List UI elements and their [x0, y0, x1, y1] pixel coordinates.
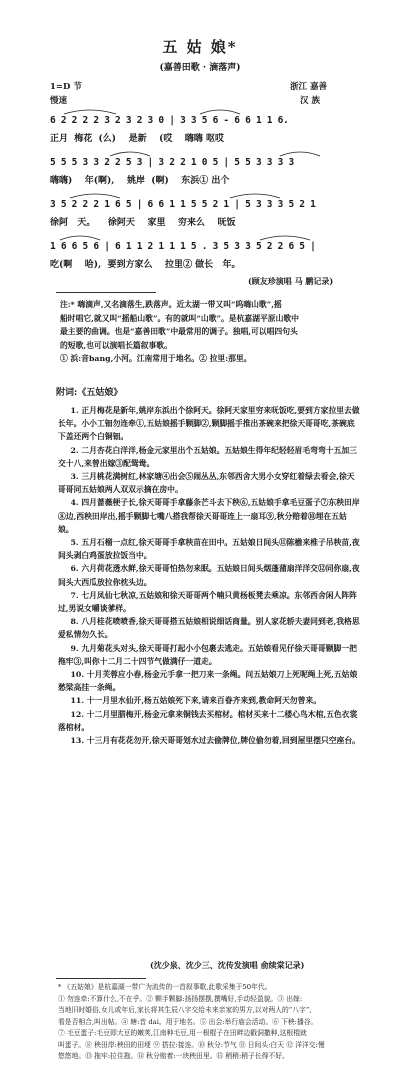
note-line: 船时唱它,就又叫“摇船山歌”。有的就叫“山歌”。是杭嘉湖平原山歌中	[60, 313, 299, 323]
notation-line: 1 6 6 5 6 | 6 1 1 2 1 1 1 5 . 3 5 3 3 5 2 2 6 5 |	[50, 241, 316, 252]
score-line	[50, 190, 350, 232]
lyrics-line: 徐阿 天。 徐阿天 家里 穷来么 呒饭	[50, 218, 236, 228]
stanza: 5. 五月石榴一点红,徐天哥哥手拿秧苗在田中。五姑娘日间头⑪陈檐来椎子吊秧苗,夜间头剥白鸡蛋放拉饭当中。	[58, 538, 360, 561]
key-signature: 1=D 节	[50, 82, 82, 92]
song-title: 五 姑 娘*	[162, 38, 238, 56]
stanza: 12. 十二月里腊梅开,杨金元拿来铜钱去买棺材。棺材买来十二楼心鸟木棺,五色衣裳落棺材。	[58, 709, 358, 732]
stanza: 10. 十月芙蓉应小春,杨金元手拿一把刀来一条绳。问五姑娘刀上死呢绳上死,五姑娘愁梁高挂一条绳。	[58, 670, 358, 693]
stanza: 1. 正月梅花是新年,姚岸东浜出个徐阿天。徐阿天家里穷来呒饭吃,要到方家拉里去做长年。小小工钿勿连牵①,五姑娘摇手颗脚②,颗脚摇手推出茶碗来把徐天哥哥吃,茶碗底下盖还两个白铜钿。	[58, 406, 360, 442]
stanza: 9. 九月菊花头对头,徐天哥哥打起小小包裹去逃走。五姑娘看见仔徐天哥哥颗脚一把拖牢③,叫你十二月二十四节气做满仔一道走。	[58, 643, 357, 666]
notes-block	[60, 298, 360, 366]
stanza: 3. 三月桃花满树红,林家塘④出会⑤闹丛丛,东邻西舍大男小女穿红着绿去看会,徐天哥哥同五姑娘两人双双示摘在房中。	[58, 472, 355, 495]
footnotes-block	[58, 982, 368, 1063]
stanza: 7. 七月凤仙七秋凉,五姑娘和徐天哥哥两个喃只黄杨板凳去乘凉。东邻西舍闲人阵阵过,男说女嚼谈爹样。	[58, 590, 357, 614]
notation-line: 5 5 5 3 3 2 2 5 3 | 3 2 2 1 0 5 | 5 5 3 3 3 3	[50, 157, 294, 168]
footnote-line: 当地旧时婚俗,女儿或年后,家长将其生辰八字交给未来亲家的男方,以对两人的“八字”,	[58, 1006, 312, 1014]
footnote-line: 叫蛋子。⑧ 秧田岸:秧田的田埂 ⑨ 搭拉:接连。⑩ 秋分:节气 ⑪ 日间头:白天 ⑫ 洋洋交:慢	[58, 1040, 325, 1049]
stanza: 2. 二月杏花白洋洋,杨金元家里出个五姑娘。五姑娘生得年纪轻轻眉毛弯弯十五加三交十八,来曾出嫁③配鸳鸯。	[58, 445, 357, 468]
note-line: 的短歌,也可以演唱长篇叙事歌。	[60, 340, 172, 350]
note-line: 最主要的曲调。也是“嘉善田歌”中最常用的调子。独唱,可以唱四句头	[60, 327, 298, 336]
footnote-line: * 《五姑娘》是杭嘉湖一带广为流传的一首叙事歌,此歌采集于50年代。	[58, 983, 272, 991]
tempo-marking: 慢速	[50, 96, 68, 106]
lyrics-line: 吃(啊 哈), 要到方家么 拉里② 做长 年。	[50, 260, 241, 270]
stanza: 8. 八月桂花喷喷香,徐天哥哥搭五姑娘相说细话商量。别人家花轿夫妻同到老,我格思爱私情勿久长。	[58, 617, 360, 640]
appendix-credit: (沈少泉、沈少三、沈传发演唱 俞续棠记录)	[150, 960, 305, 970]
score-line	[50, 106, 350, 148]
lyrics-line: 嗨嗨) 年(啊), 姚岸 (啊) 东浜① 出个	[50, 176, 230, 186]
stanza: 4. 四月蔷薇梗子长,徐天哥哥手拿藤条芒斗去下秧⑥,五姑娘手拿毛豆蛋子⑦东秧田岸⑧边,西秧田岸出,摇手颗脚七嘴八搭我帮徐天哥哥连上一扇耳⑨,秋分赔着⑩埋在五姑娘。	[58, 498, 360, 534]
note-line: 注:* 嗨滴声,又名滴落生,跌落声。近太湖一带又叫“呜嗨山歌”,摇	[60, 300, 282, 309]
stanza: 6. 六月荷花透水鲜,徐天哥哥怕热勿来眠。五姑娘日间头烟蓬蒲扇洋洋交⑫同你扇,夜间头大西瓜放拉你枕头边。	[58, 564, 360, 587]
song-subtitle: (嘉善田歌 · 滴落声)	[159, 63, 241, 73]
notation-line: 6 2 2 2 2 3 2 3 2 3 0 | 3 3 5 6 - 6 6 1 1 6.	[50, 115, 289, 126]
stanza: 13. 十三月有花花勿开,徐天哥哥划水过去偷牌位,牌位偷勿着,回到屋里摆只空座台。	[70, 736, 360, 746]
ethnic-label: 汉 族	[300, 96, 320, 106]
appendix-body	[58, 404, 360, 747]
score-line	[50, 148, 350, 190]
region-label: 浙江 嘉善	[290, 82, 327, 92]
stanza: 11. 十一月里水仙开,杨五姑娘死下来,请来百眷齐来到,教命阿天勿曾来。	[70, 696, 321, 706]
score-line	[50, 232, 350, 274]
footnote-line: ⑦ 毛豆蛋子:毛豆即大豆的嫩荚,江南种毛豆,用一根棍子在田畔边戳洞撒种,这根棍就	[58, 1029, 307, 1037]
appendix-title: 附词:《五姑娘》	[56, 388, 123, 398]
footnote-line: 悠悠地。⑬ 拖牢:拉住拖。⑭ 秋分赔着:一块秧田里。⑮ 稍稍:稍子长得不好。	[58, 1052, 289, 1060]
footnote-divider	[56, 978, 146, 979]
footnote-line: 看是否相合,叫出帖。④ 塘:音 dai。用于地名。⑤ 出会:举行庙会活动。⑥ 下秧:播谷。	[58, 1017, 318, 1026]
notation-line: 3 5 2 2 2 1 6 5 | 6 6 1 1 5 5 2 1 | 5 3 3 3 5 2 1	[50, 199, 316, 210]
note-line: ① 浜:音bang,小河。江南常用于地名。② 拉里:那里。	[60, 354, 252, 363]
score-section	[50, 106, 350, 274]
lyrics-line: 正月 梅花 (么) 是新 (哎 嗨嗨 呕哎	[50, 134, 225, 144]
footnote-line: ① 勿连牵:不算什么,不在乎。② 颗手颗脚:扬扬摆摆,撰嘴好,手动轻盈貌。③ 出嫁:	[58, 994, 303, 1003]
performer-credit: (顾友珍演唱 马 鹏记录)	[248, 276, 334, 286]
section-divider	[56, 292, 156, 293]
